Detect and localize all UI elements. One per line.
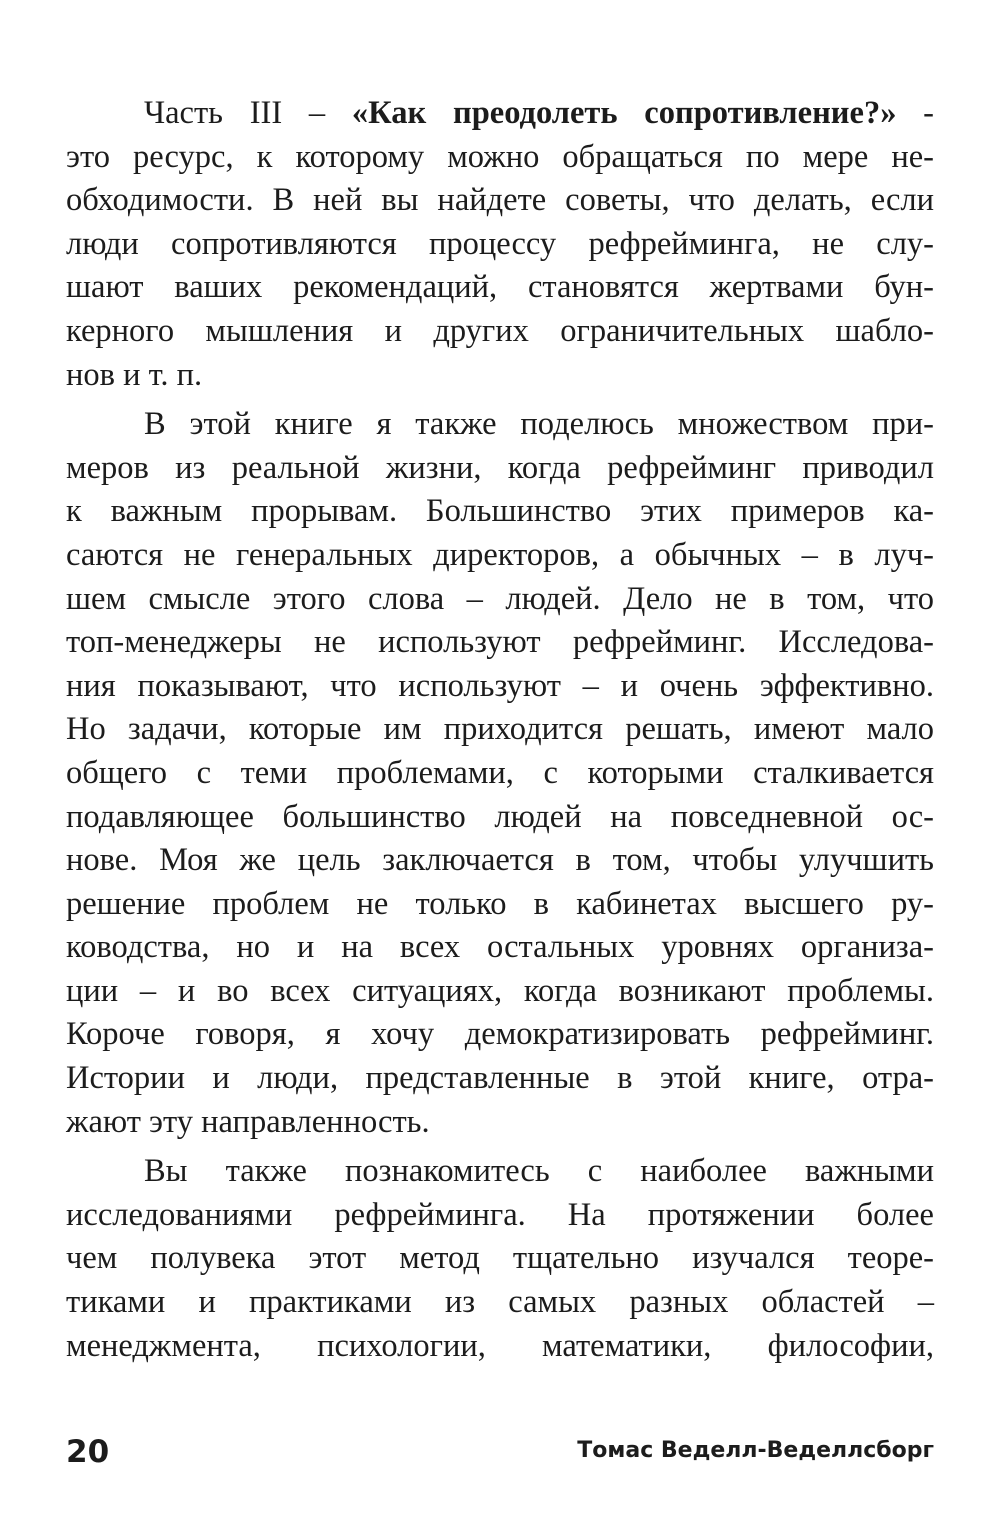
text-line: чем полувека этот метод тщательно изучался теоре- <box>66 1240 934 1277</box>
paragraph <box>66 92 934 397</box>
text-line: саются не генеральных директоров, а обычных – в луч- <box>66 536 934 573</box>
text-line: Короче говоря, я хочу демократизировать рефрейминг. <box>66 1016 934 1053</box>
text-line: тиками и практиками из самых разных областей – <box>66 1284 934 1321</box>
text-line: шают ваших рекомендаций, становятся жертвами бун- <box>66 269 934 306</box>
text-line: исследованиями рефрейминга. На протяжении более <box>66 1196 934 1233</box>
text-line: жают эту направленность. <box>66 1103 430 1140</box>
text-line: нов и т. п. <box>66 356 203 393</box>
text-line: это ресурс, к которому можно обращаться по мере не- <box>66 138 934 175</box>
page-number: 20 <box>66 1434 110 1470</box>
text-line: Вы также познакомитесь с наиболее важными <box>144 1153 934 1190</box>
text-line: общего с теми проблемами, с которыми сталкивается <box>66 754 934 791</box>
text-line: меров из реальной жизни, когда рефрейминг приводил <box>66 449 934 486</box>
paragraph <box>66 1150 934 1368</box>
text-line: керного мышления и других ограничительных шабло- <box>66 312 934 349</box>
text-line: менеджмента, психологии, математики, философии, <box>66 1327 934 1364</box>
text-line: к важным прорывам. Большинство этих примеров ка- <box>66 493 934 530</box>
page-footer <box>66 1434 934 1474</box>
text-line: решение проблем не только в кабинетах высшего ру- <box>66 885 934 922</box>
text-line: обходимости. В ней вы найдете советы, что делать, если <box>66 182 934 219</box>
text-line: подавляющее большинство людей на повседневной ос- <box>66 798 934 835</box>
section-title: «Как преодолеть сопротивление?» <box>351 95 897 131</box>
running-header-author: Томас Веделл-Веделлсборг <box>577 1438 934 1463</box>
text-line: ния показывают, что используют – и очень эффективно. <box>66 667 934 704</box>
text-line: люди сопротивляются процессу рефрейминга, не слу- <box>66 225 934 262</box>
text-line: Истории и люди, представленные в этой книге, отра- <box>66 1060 934 1097</box>
text-line: нове. Моя же цель заключается в том, чтобы улучшить <box>66 842 934 879</box>
text-line: ководства, но и на всех остальных уровнях организа- <box>66 929 934 966</box>
text-line: Часть III – «Как преодолеть сопротивление?» - <box>144 95 934 131</box>
text-line: топ-менеджеры не используют рефрейминг. Исследова- <box>66 624 934 661</box>
body-text <box>66 92 934 1368</box>
text-line: В этой книге я также поделюсь множеством при- <box>144 406 934 443</box>
text-line: Но задачи, которые им приходится решать, имеют мало <box>66 711 934 748</box>
paragraph <box>66 403 934 1144</box>
text-line: шем смысле этого слова – людей. Дело не в том, что <box>66 580 934 617</box>
text-line: ции – и во всех ситуациях, когда возникают проблемы. <box>66 972 934 1009</box>
